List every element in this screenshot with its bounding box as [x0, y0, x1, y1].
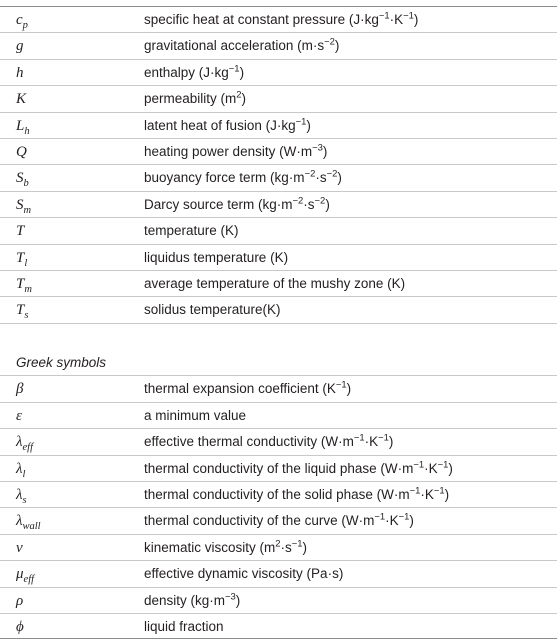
unit-text: )	[388, 434, 394, 450]
latin-description	[144, 271, 405, 297]
unit-text: )	[241, 91, 247, 107]
latin-row	[0, 139, 557, 165]
greek-row	[0, 456, 557, 482]
unit-text: )	[239, 64, 245, 80]
unit-exponent: −2	[326, 168, 338, 180]
unit-text: ·s	[315, 170, 327, 186]
greek-description	[144, 429, 393, 455]
unit-text: )	[409, 513, 414, 529]
unit-text: )	[337, 170, 342, 186]
unit-exponent: −1	[437, 459, 449, 471]
greek-description	[144, 403, 246, 429]
description-text: average temperature of the mushy zone (K)	[144, 275, 406, 291]
latin-row	[0, 245, 557, 271]
greek-symbol	[16, 429, 33, 455]
symbol-base: ν	[16, 539, 23, 556]
latin-row	[0, 165, 557, 191]
greek-row	[0, 535, 557, 561]
unit-exponent: −1	[374, 511, 386, 523]
symbol-subscript: s	[24, 310, 29, 322]
latin-symbol	[16, 218, 24, 244]
symbol-base: ϕ	[16, 618, 24, 635]
unit-exponent: −3	[312, 142, 323, 154]
symbol-subscript: l	[24, 257, 28, 269]
latin-row	[0, 297, 557, 323]
unit-exponent: −3	[225, 591, 236, 603]
unit-exponent: −1	[409, 485, 421, 497]
latin-symbol	[16, 297, 28, 323]
latin-row	[0, 60, 557, 86]
unit-text: ·K	[420, 487, 434, 503]
greek-section-title: Greek symbols	[16, 355, 107, 371]
latin-description	[144, 192, 330, 218]
latin-row	[0, 218, 557, 244]
greek-description	[144, 456, 453, 482]
latin-row	[0, 33, 557, 59]
greek-description	[144, 588, 240, 614]
symbol-subscript: s	[22, 495, 27, 507]
latin-row	[0, 86, 557, 112]
latin-description	[144, 33, 339, 59]
description-text: gravitational acceleration (m·s	[144, 38, 325, 54]
unit-exponent: 2	[236, 89, 242, 101]
description-text: thermal conductivity of the solid phase (W·m	[144, 487, 410, 503]
description-text: heating power density (W·m	[144, 143, 313, 159]
symbol-subscript: b	[23, 178, 29, 190]
symbol-base: h	[16, 64, 24, 81]
symbol-base: ρ	[16, 592, 24, 609]
symbol-subscript: eff	[23, 574, 35, 586]
unit-text: )	[325, 196, 330, 212]
greek-symbol	[16, 535, 23, 561]
unit-text: ·K	[385, 513, 399, 529]
symbol-subscript: h	[24, 125, 30, 137]
latin-symbol	[16, 192, 31, 218]
latin-symbol	[16, 7, 28, 33]
symbol-base: S	[16, 170, 24, 187]
symbol-base: μ	[16, 566, 24, 583]
unit-exponent: −2	[324, 36, 335, 48]
symbol-base: λ	[16, 513, 23, 530]
greek-row	[0, 561, 557, 587]
unit-text: )	[444, 487, 450, 503]
symbol-subscript: m	[24, 283, 32, 295]
symbol-base: c	[16, 12, 23, 28]
unit-exponent: −2	[314, 195, 326, 207]
greek-row	[0, 614, 557, 640]
symbol-subscript: p	[22, 20, 28, 31]
description-text: a minimum value	[144, 407, 247, 423]
unit-exponent: −2	[292, 195, 304, 207]
greek-symbol	[16, 456, 25, 482]
latin-symbol	[16, 60, 24, 86]
description-text: Darcy source term (kg·m	[144, 196, 293, 212]
greek-row	[0, 403, 557, 429]
description-text: kinematic viscosity (m	[144, 539, 276, 555]
description-text: permeability (m	[144, 91, 237, 107]
symbol-base: g	[16, 38, 24, 55]
greek-row	[0, 508, 557, 534]
section-spacer	[0, 324, 557, 350]
unit-text: )	[322, 143, 328, 159]
description-text: specific heat at constant pressure (J·kg	[144, 12, 379, 27]
latin-symbol	[16, 271, 32, 297]
unit-exponent: −1	[378, 10, 390, 22]
unit-text: )	[302, 539, 308, 555]
description-text: thermal conductivity of the liquid phase (W·m	[144, 460, 414, 476]
greek-symbol	[16, 588, 23, 614]
greek-symbol	[16, 508, 41, 534]
unit-text: )	[334, 38, 340, 54]
latin-description	[144, 297, 281, 323]
latin-description	[144, 218, 239, 244]
unit-exponent: −1	[378, 432, 389, 444]
symbol-base: Q	[16, 143, 27, 160]
unit-text: ·K	[424, 460, 438, 476]
description-text: thermal expansion coefficient (K	[144, 381, 336, 397]
description-text: liquidus temperature (K)	[144, 249, 289, 265]
latin-description	[144, 60, 244, 86]
symbol-subscript: wall	[22, 521, 41, 533]
latin-description	[144, 245, 288, 271]
latin-description	[144, 113, 311, 139]
latin-row	[0, 271, 557, 297]
latin-description	[144, 139, 327, 165]
unit-exponent: −1	[413, 459, 425, 471]
description-text: effective dynamic viscosity (Pa·s)	[144, 566, 344, 582]
latin-symbol	[16, 113, 30, 139]
latin-description	[144, 165, 342, 191]
latin-row	[0, 192, 557, 218]
unit-exponent: −2	[304, 168, 316, 180]
symbol-base: ε	[16, 407, 22, 424]
unit-text: )	[448, 460, 453, 476]
symbol-base: λ	[16, 460, 23, 477]
symbol-base: λ	[16, 434, 23, 451]
greek-row	[0, 376, 557, 402]
latin-symbol	[16, 165, 29, 191]
latin-description	[144, 86, 246, 112]
unit-text: ·s	[303, 196, 315, 212]
description-text: density (kg·m	[144, 592, 226, 608]
description-text: enthalpy (J·kg	[144, 64, 229, 80]
greek-description	[144, 376, 351, 402]
greek-row	[0, 482, 557, 508]
description-text: effective thermal conductivity (W·m	[144, 434, 354, 450]
unit-exponent: −1	[335, 379, 347, 391]
unit-text: )	[306, 117, 311, 133]
symbol-base: L	[16, 117, 25, 134]
unit-exponent: 2	[275, 538, 281, 550]
latin-row	[0, 7, 557, 33]
bottom-rule	[0, 638, 557, 639]
greek-symbol	[16, 614, 24, 640]
description-text: thermal conductivity of the curve (W·m	[144, 513, 375, 529]
greek-row	[0, 588, 557, 614]
latin-description	[144, 7, 418, 33]
unit-text: ·s	[280, 539, 292, 555]
symbol-base: T	[16, 275, 25, 292]
greek-row	[0, 429, 557, 455]
description-text: latent heat of fusion (J·kg	[144, 117, 296, 133]
symbol-subscript: eff	[22, 442, 33, 454]
unit-exponent: −1	[291, 538, 303, 550]
unit-exponent: −1	[398, 511, 410, 523]
description-text: liquid fraction	[144, 618, 224, 634]
unit-exponent: −1	[228, 63, 240, 75]
symbol-base: T	[16, 223, 25, 240]
unit-exponent: −1	[353, 432, 365, 444]
description-text: buoyancy force term (kg·m	[144, 170, 305, 186]
symbol-base: S	[16, 196, 24, 213]
nomenclature-rows	[0, 7, 557, 640]
greek-symbol	[16, 482, 27, 508]
unit-exponent: −1	[295, 116, 307, 128]
unit-text: ·K	[389, 12, 404, 27]
symbol-base: λ	[16, 487, 23, 504]
unit-exponent: −1	[433, 485, 445, 497]
description-text: solidus temperature(K)	[144, 302, 281, 318]
greek-description	[144, 508, 414, 534]
greek-description	[144, 614, 224, 640]
greek-section-header	[0, 350, 557, 376]
unit-text: )	[235, 592, 241, 608]
symbol-subscript: m	[23, 204, 32, 216]
latin-symbol	[16, 33, 24, 59]
greek-symbol	[16, 376, 23, 402]
greek-symbol	[16, 561, 34, 587]
latin-symbol	[16, 86, 26, 112]
greek-description	[144, 561, 343, 587]
greek-description	[144, 535, 307, 561]
unit-exponent: −1	[403, 10, 414, 22]
unit-text: ·K	[364, 434, 379, 450]
unit-text: )	[413, 12, 419, 27]
greek-symbol	[16, 403, 22, 429]
unit-text: )	[346, 381, 352, 397]
symbol-base: T	[16, 302, 25, 319]
greek-description	[144, 482, 449, 508]
latin-symbol	[16, 139, 27, 165]
latin-row	[0, 113, 557, 139]
symbol-base: K	[16, 91, 27, 108]
symbol-subscript: l	[22, 468, 26, 480]
description-text: temperature (K)	[144, 223, 239, 239]
symbol-base: T	[16, 249, 25, 266]
symbol-base: β	[16, 381, 24, 398]
latin-symbol	[16, 245, 27, 271]
